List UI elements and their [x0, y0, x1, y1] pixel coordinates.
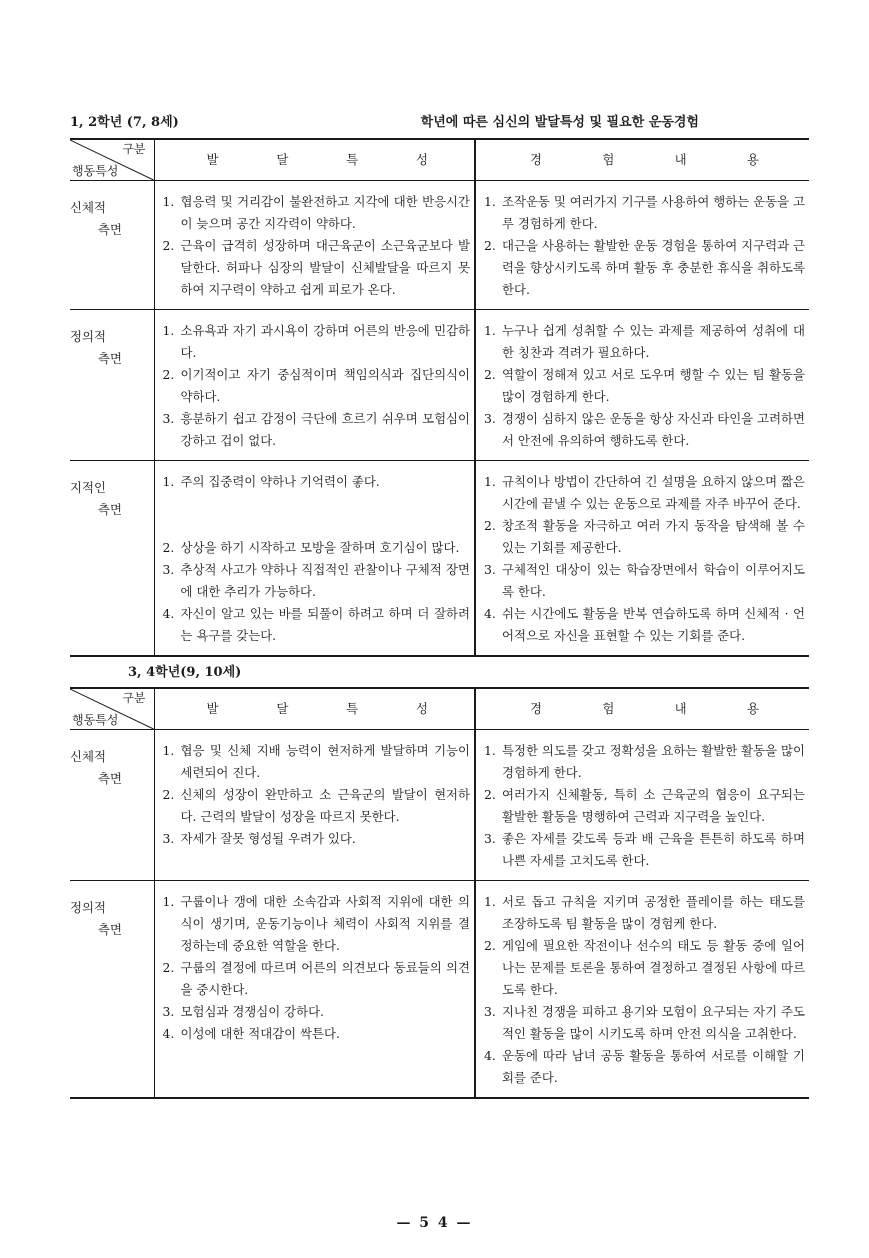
grade-label: 1, 2학년 (7, 8세) [70, 115, 179, 130]
header-experience: 경 험 내 용 [475, 139, 809, 181]
header-characteristics: 발 달 특 성 [154, 139, 475, 181]
list-item: 3. 흥분하기 쉽고 감정이 극단에 흐르기 쉬우며 모험심이 강하고 겁이 없다. [162, 411, 470, 448]
characteristics-cell [154, 730, 475, 881]
characteristics-cell [154, 461, 475, 657]
list-item: 2. 신체의 성장이 완만하고 소 근육군의 발달이 현저하다. 근력의 발달이 성장을 따르지 못한다. [162, 787, 470, 824]
category-cell: 지적인 측면 [70, 461, 154, 657]
corner-bottom-label: 행동특성 [72, 713, 119, 727]
page-number: — 5 4 — [396, 1215, 473, 1231]
list-item: 1. 소유욕과 자기 과시욕이 강하며 어른의 반응에 민감하다. [162, 323, 470, 360]
list-item: 2. 게임에 필요한 작전이나 선수의 태도 등 활동 중에 일어나는 문제를 토론을 통하여 결정하고 결정된 사항에 따르도록 한다. [484, 938, 805, 997]
list-item: 4. 쉬는 시간에도 활동을 반복 연습하도록 하며 신체적 · 언어적으로 자신을 표현할 수 있는 기회를 준다. [484, 606, 805, 643]
list-item: 3. 자세가 잘못 형성될 우려가 있다. [162, 831, 356, 846]
table-row [70, 881, 809, 1099]
list-item: 2. 창조적 활동을 자극하고 여러 가지 동작을 탐색해 볼 수 있는 기회를 제공한다. [484, 518, 805, 555]
experience-cell [475, 310, 809, 461]
page-title: 학년에 따른 심신의 발달특성 및 필요한 운동경험 [420, 115, 699, 130]
corner-top-label: 구분 [122, 691, 146, 705]
list-item: 2. 근육이 급격히 성장하며 대근육군이 소근육군보다 발달한다. 허파나 심장의 발달이 신체발달을 따르지 못하여 지구력이 약하고 쉽게 피로가 온다. [162, 238, 470, 297]
list-item: 1. 규칙이나 방법이 간단하여 긴 설명을 요하지 않으며 짧은 시간에 끝낼 수 있는 운동으로 과제를 자주 바꾸어 준다. [484, 474, 805, 511]
category-cell: 신체적 측면 [70, 181, 154, 310]
list-item: 1. 서로 돕고 규칙을 지키며 공정한 플레이를 하는 태도를 조장하도록 팀 활동을 많이 경험케 한다. [484, 894, 805, 931]
corner-bottom-label: 행동특성 [72, 164, 119, 178]
header-experience: 경 험 내 용 [475, 688, 809, 730]
list-item: 4. 운동에 따라 남녀 공동 활동을 통하여 서로를 이해할 기회를 준다. [484, 1048, 805, 1085]
header-corner [70, 139, 154, 181]
table-grade-3-4 [70, 687, 809, 1099]
list-item: 3. 지나친 경쟁을 피하고 용기와 모험이 요구되는 자기 주도적인 활동을 많이 시키도록 하며 안전 의식을 고취한다. [484, 1004, 805, 1041]
list-item: 1. 누구나 쉽게 성취할 수 있는 과제를 제공하여 성취에 대한 칭찬과 격려가 필요하다. [484, 323, 805, 360]
list-item: 1. 구룹이나 갱에 대한 소속감과 사회적 지위에 대한 의식이 생기며, 운동기능이나 체력이 사회적 지위를 결정하는데 중요한 역할을 한다. [162, 894, 470, 953]
list-item: 2. 이기적이고 자기 중심적이며 책임의식과 집단의식이 약하다. [162, 367, 470, 404]
list-item: 3. 좋은 자세를 갖도록 등과 배 근육을 튼튼히 하도록 하며 나쁜 자세를 고치도록 한다. [484, 831, 805, 868]
experience-cell [475, 730, 809, 881]
document-heading [70, 108, 809, 138]
list-item: 2. 상상을 하기 시작하고 모방을 잘하며 호기심이 많다. [162, 540, 460, 555]
list-item: 2. 역할이 정해져 있고 서로 도우며 행할 수 있는 팀 활동을 많이 경험하게 한다. [484, 367, 805, 404]
list-item: 2. 구룹의 결정에 따르며 어른의 의견보다 동료들의 의견을 중시한다. [162, 960, 470, 997]
list-item: 1. 협응 및 신체 지배 능력이 현저하게 발달하며 기능이 세련되어 진다. [162, 743, 470, 780]
experience-cell [475, 461, 809, 657]
list-item: 1. 특정한 의도를 갖고 정확성을 요하는 활발한 활동을 많이 경험하게 한다. [484, 743, 805, 780]
corner-top-label: 구분 [122, 142, 146, 156]
list-item: 2. 대근을 사용하는 활발한 운동 경험을 통하여 지구력과 근력을 향상시키도록 하며 활동 후 충분한 휴식을 취하도록 한다. [484, 238, 805, 297]
list-item: 3. 추상적 사고가 약하나 직접적인 관찰이나 구체적 장면에 대한 추리가 가능하다. [162, 562, 470, 599]
characteristics-cell [154, 310, 475, 461]
experience-cell [475, 181, 809, 310]
list-item: 1. 조작운동 및 여러가지 기구를 사용하여 행하는 운동을 고루 경험하게 한다. [484, 194, 805, 231]
list-item: 2. 여러가지 신체활동, 특히 소 근육군의 협응이 요구되는 활발한 활동을 명행하여 근력과 지구력을 높인다. [484, 787, 805, 824]
list-item: 3. 경쟁이 심하지 않은 운동을 항상 자신과 타인을 고려하면서 안전에 유의하여 행하도록 한다. [484, 411, 805, 448]
header-corner [70, 688, 154, 730]
section-label-grade-3-4: 3, 4학년(9, 10세) [128, 665, 242, 680]
category-cell: 정의적 측면 [70, 310, 154, 461]
table-row [70, 730, 809, 881]
list-item: 3. 구체적인 대상이 있는 학습장면에서 학습이 이루어지도록 한다. [484, 562, 805, 599]
characteristics-cell [154, 181, 475, 310]
characteristics-cell [154, 881, 475, 1099]
list-item: 1. 주의 집중력이 약하나 기억력이 좋다. [162, 474, 380, 489]
list-item: 1. 협응력 및 거리감이 불완전하고 지각에 대한 반응시간이 늦으며 공간 지각력이 약하다. [162, 194, 470, 231]
experience-cell [475, 881, 809, 1099]
category-cell: 신체적 측면 [70, 730, 154, 881]
header-characteristics: 발 달 특 성 [154, 688, 475, 730]
list-item: 4. 자신이 알고 있는 바를 되풀이 하려고 하며 더 잘하려는 욕구를 갖는다. [162, 606, 470, 643]
category-cell: 정의적 측면 [70, 881, 154, 1099]
list-item: 4. 이성에 대한 적대감이 싹튼다. [162, 1026, 340, 1041]
table-row [70, 310, 809, 461]
table-grade-1-2 [70, 138, 809, 657]
table-row [70, 461, 809, 657]
table-row [70, 181, 809, 310]
list-item: 3. 모험심과 경쟁심이 강하다. [162, 1004, 324, 1019]
document-page [70, 108, 809, 1099]
